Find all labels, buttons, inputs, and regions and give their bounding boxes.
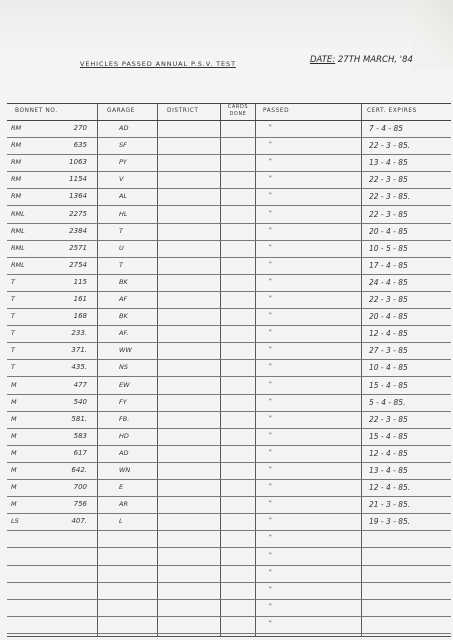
- passed-mark: ": [269, 414, 272, 422]
- passed-mark: ": [269, 466, 272, 473]
- cert-expiry: 15 - 4 - 85: [369, 431, 408, 441]
- date-label: DATE:: [310, 55, 336, 65]
- table-row: [7, 513, 451, 531]
- bonnet-type: M: [11, 397, 17, 406]
- bonnet-type: T: [11, 295, 15, 303]
- bonnet-number: 756: [73, 500, 87, 509]
- table-row: [7, 206, 451, 224]
- passed-mark: ": [269, 346, 272, 354]
- garage-code: BK: [119, 312, 128, 321]
- passed-mark: ": [269, 226, 272, 234]
- table-row: [7, 616, 451, 634]
- vehicle-table: [7, 103, 451, 637]
- table-row: [7, 377, 451, 395]
- garage-code: AD: [119, 124, 129, 132]
- bonnet-type: RML: [11, 209, 25, 218]
- bonnet-number: 2754: [69, 260, 87, 269]
- passed-mark: ": [269, 568, 272, 576]
- passed-mark: ": [269, 192, 272, 200]
- header-bonnet: BONNET NO.: [15, 108, 58, 114]
- header-cards-line2: DONE: [229, 110, 247, 117]
- bonnet-number: 270: [73, 124, 87, 132]
- cert-expiry: 22 - 3 - 85: [369, 175, 408, 185]
- table-row: [7, 257, 451, 275]
- bonnet-number: 583: [73, 431, 87, 440]
- passed-mark: ": [269, 585, 272, 593]
- garage-code: FY: [119, 397, 127, 406]
- garage-code: L: [119, 517, 123, 526]
- bonnet-type: RM: [11, 124, 22, 132]
- passed-mark: ": [269, 295, 272, 302]
- document-title: VEHICLES PASSED ANNUAL P.S.V. TEST: [80, 60, 236, 68]
- bonnet-number: 617: [73, 448, 87, 457]
- bonnet-number: 635: [73, 141, 87, 150]
- garage-code: BK: [119, 277, 128, 286]
- passed-mark: ": [269, 619, 272, 627]
- table-row: [7, 565, 451, 583]
- garage-code: WN: [119, 466, 131, 474]
- table-header: [7, 104, 451, 121]
- cert-expiry: 22 - 3 - 85: [369, 295, 408, 304]
- header-passed: PASSED: [263, 108, 290, 114]
- garage-code: U: [119, 243, 124, 252]
- cert-expiry: 13 - 4 - 85: [369, 158, 408, 168]
- garage-code: HL: [119, 209, 128, 218]
- table-row: [7, 582, 451, 600]
- passed-mark: ": [269, 158, 272, 166]
- garage-code: HD: [119, 431, 129, 440]
- bonnet-type: M: [11, 431, 17, 440]
- garage-code: AD: [119, 448, 129, 457]
- bonnet-type: T: [11, 277, 15, 286]
- passed-mark: ": [269, 483, 272, 491]
- passed-mark: ": [269, 380, 272, 388]
- table-row: [7, 479, 451, 497]
- passed-mark: ": [269, 602, 272, 610]
- table-row: [7, 171, 451, 189]
- table-row: [7, 599, 451, 617]
- bonnet-type: RM: [11, 141, 22, 150]
- table-row: [7, 240, 451, 258]
- bonnet-number: 371.: [71, 346, 87, 355]
- table-row: [7, 530, 451, 548]
- table-row: [7, 394, 451, 412]
- bonnet-type: RML: [11, 260, 25, 269]
- table-row: [7, 188, 451, 206]
- garage-code: T: [119, 260, 123, 269]
- bonnet-number: 2571: [69, 243, 87, 252]
- table-row: [7, 428, 451, 446]
- passed-mark: ": [269, 209, 272, 217]
- bonnet-number: 435.: [71, 363, 87, 372]
- cert-expiry: 12 - 4 - 85: [369, 329, 408, 339]
- garage-code: AF.: [119, 329, 129, 338]
- cert-expiry: 10 - 5 - 85: [369, 243, 408, 253]
- cert-expiry: 21 - 3 - 85.: [369, 500, 411, 510]
- cert-expiry: 19 - 3 - 85.: [369, 517, 411, 527]
- bonnet-number: 161: [73, 295, 87, 303]
- bonnet-type: T: [11, 329, 15, 338]
- table-row: [7, 137, 451, 155]
- passed-mark: ": [269, 363, 272, 371]
- table-row: [7, 154, 451, 172]
- bonnet-type: RML: [11, 243, 25, 252]
- cert-expiry: 5 - 4 - 85.: [369, 397, 406, 407]
- bonnet-type: M: [11, 380, 17, 389]
- passed-mark: ": [269, 500, 272, 508]
- bonnet-type: M: [11, 500, 17, 509]
- bonnet-type: M: [11, 483, 17, 492]
- passed-mark: ": [269, 329, 272, 337]
- table-row: [7, 411, 451, 429]
- bonnet-type: T: [11, 312, 15, 321]
- passed-mark: ": [269, 312, 272, 320]
- bonnet-number: 540: [73, 397, 87, 406]
- passed-mark: ": [269, 124, 272, 131]
- garage-code: AL: [119, 192, 128, 201]
- garage-code: WW: [119, 346, 132, 355]
- table-row: [7, 120, 451, 138]
- passed-mark: ": [269, 431, 272, 439]
- table-row: [7, 274, 451, 292]
- passed-mark: ": [269, 260, 272, 268]
- passed-mark: ": [269, 551, 272, 559]
- table-row: [7, 359, 451, 377]
- garage-code: PY: [119, 158, 127, 167]
- table-row: [7, 291, 451, 309]
- cert-expiry: 10 - 4 - 85: [369, 363, 408, 373]
- table-row: [7, 223, 451, 241]
- passed-mark: ": [269, 397, 272, 405]
- bonnet-type: RM: [11, 192, 22, 201]
- bonnet-number: 407.: [71, 517, 87, 526]
- header-cert: CERT. EXPIRES: [367, 108, 417, 114]
- garage-code: AR: [119, 500, 128, 509]
- cert-expiry: 13 - 4 - 85: [369, 466, 408, 475]
- cert-expiry: 22 - 3 - 85: [369, 209, 408, 219]
- document-date: [310, 55, 413, 65]
- header-garage: GARAGE: [107, 108, 135, 114]
- page-fold-corner: [411, 0, 453, 70]
- cert-expiry: 22 - 3 - 85.: [369, 141, 411, 151]
- cert-expiry: 22 - 3 - 85.: [369, 192, 411, 202]
- passed-mark: ": [269, 141, 272, 149]
- bonnet-type: RML: [11, 226, 25, 235]
- bonnet-type: RM: [11, 175, 22, 184]
- bonnet-type: M: [11, 448, 17, 457]
- cert-expiry: 22 - 3 - 85: [369, 414, 408, 424]
- header-district: DISTRICT: [167, 108, 199, 114]
- table-row: [7, 445, 451, 463]
- bonnet-number: 642.: [71, 466, 87, 474]
- bonnet-number: 700: [73, 483, 87, 492]
- cert-expiry: 20 - 4 - 85: [369, 312, 408, 322]
- garage-code: NS: [119, 363, 128, 372]
- header-cards-line1: CARDS: [227, 104, 249, 110]
- garage-code: AF: [119, 295, 128, 303]
- bonnet-number: 115: [73, 277, 87, 286]
- passed-mark: ": [269, 448, 272, 456]
- garage-code: V: [119, 175, 124, 184]
- bonnet-number: 1063: [69, 158, 87, 167]
- cert-expiry: 17 - 4 - 85: [369, 260, 408, 270]
- bonnet-number: 233.: [71, 329, 87, 338]
- table-row: [7, 325, 451, 343]
- bonnet-type: M: [11, 414, 17, 423]
- bonnet-type: T: [11, 346, 15, 355]
- bonnet-type: T: [11, 363, 15, 372]
- garage-code: T: [119, 226, 123, 235]
- bonnet-number: 477: [73, 380, 87, 389]
- bonnet-number: 2384: [69, 226, 87, 235]
- table-row: [7, 342, 451, 360]
- garage-code: E: [119, 483, 124, 492]
- date-value: 27TH MARCH, '84: [337, 55, 413, 65]
- cert-expiry: 27 - 3 - 85: [369, 346, 408, 356]
- passed-mark: ": [269, 517, 272, 525]
- bonnet-type: LS: [11, 517, 19, 526]
- passed-mark: ": [269, 243, 272, 251]
- passed-mark: ": [269, 277, 272, 285]
- bonnet-type: M: [11, 466, 17, 474]
- garage-code: FB.: [119, 414, 130, 423]
- bonnet-type: RM: [11, 158, 22, 167]
- garage-code: SF: [119, 141, 127, 150]
- table-row: [7, 496, 451, 514]
- cert-expiry: 7 - 4 - 85: [369, 124, 404, 133]
- bonnet-number: 1154: [69, 175, 87, 184]
- bonnet-number: 168: [73, 312, 87, 321]
- cert-expiry: 12 - 4 - 85.: [369, 483, 411, 493]
- header-cards: [223, 104, 253, 117]
- cert-expiry: 12 - 4 - 85: [369, 448, 408, 458]
- table-row: [7, 462, 451, 480]
- table-row: [7, 308, 451, 326]
- cert-expiry: 20 - 4 - 85: [369, 226, 408, 236]
- table-row: [7, 548, 451, 566]
- bonnet-number: 1364: [69, 192, 87, 201]
- passed-mark: ": [269, 175, 272, 183]
- garage-code: EW: [119, 380, 130, 389]
- cert-expiry: 15 - 4 - 85: [369, 380, 408, 390]
- bonnet-number: 581.: [71, 414, 87, 423]
- bonnet-number: 2275: [69, 209, 87, 218]
- passed-mark: ": [269, 534, 272, 542]
- cert-expiry: 24 - 4 - 85: [369, 277, 408, 287]
